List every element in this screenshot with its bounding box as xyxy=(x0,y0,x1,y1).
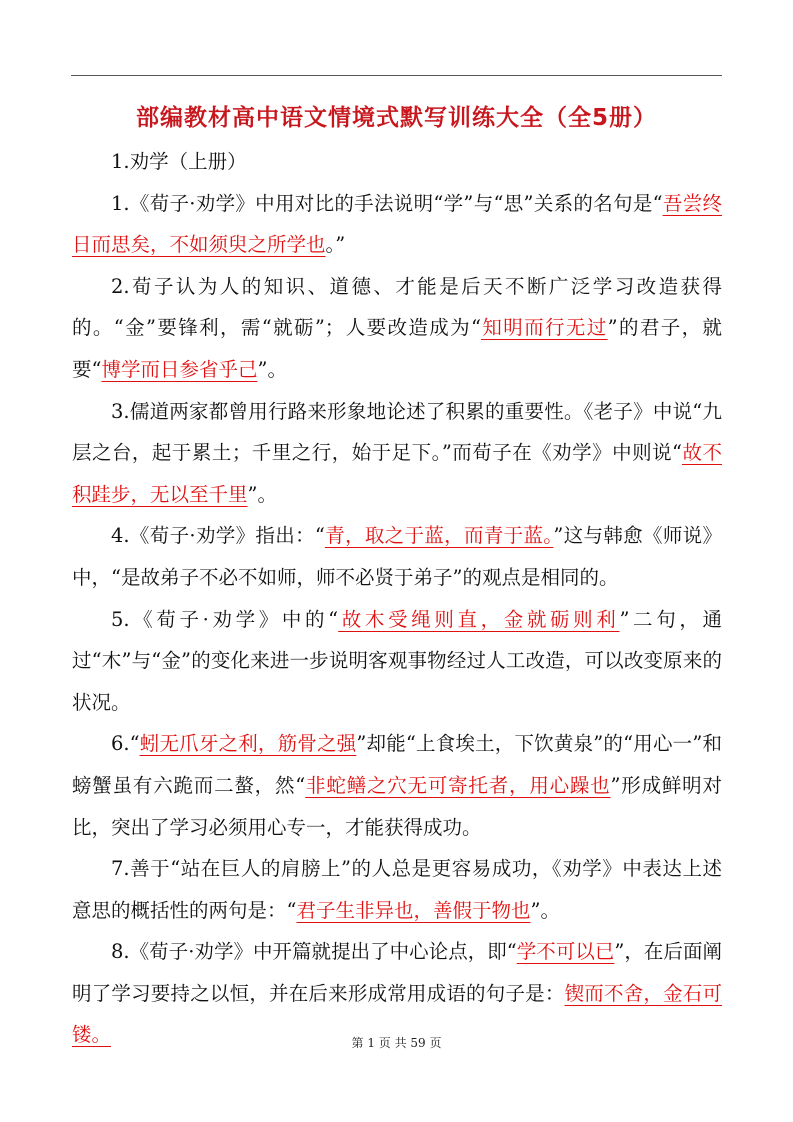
answer-text: 青，取之于蓝，而青于蓝。 xyxy=(324,524,554,548)
question-text: ”这与韩愈《师说》中，“是故弟子不必不如师，师不必贤于弟子”的观点是相同的。 xyxy=(72,524,722,589)
question-item xyxy=(72,183,722,266)
question-item xyxy=(72,515,722,598)
question-text: 3.儒道两家都曾用行路来形象地论述了积累的重要性。《老子》中说“九层之台，起于累土；千里之行，始于足下。”而荀子在《劝学》中则说“ xyxy=(72,399,722,465)
question-item xyxy=(72,599,722,724)
answer-text: 吾尝终日而思矣，不如须臾之所学也 xyxy=(72,191,722,257)
question-text: ”的君子，就要“ xyxy=(72,316,722,381)
question-text: 7.善于“站在巨人的肩膀上”的人总是更容易成功，《劝学》中表达上述意思的概括性的两句是：“ xyxy=(72,857,722,922)
question-text: 8.《荀子·劝学》中开篇就提出了中心论点，即“ xyxy=(111,940,517,964)
header-rule xyxy=(71,75,722,76)
document-body xyxy=(72,141,722,1056)
question-text: ”。 xyxy=(257,357,287,381)
question-item xyxy=(72,266,722,391)
question-item xyxy=(72,848,722,931)
question-text: ”。 xyxy=(247,482,277,506)
question-text: ”，在后面阐明了学习要持之以恒，并在后来形成常用成语的句子是： xyxy=(72,940,722,1005)
question-item xyxy=(72,723,722,848)
question-text: 。” xyxy=(325,233,346,257)
answer-text: 君子生非异也，善假于物也 xyxy=(296,898,531,922)
answer-text: 故不积跬步，无以至千里 xyxy=(72,441,722,506)
question-text: 4.《荀子·劝学》指出：“ xyxy=(111,524,325,548)
question-text: ”。 xyxy=(530,898,560,922)
question-text: ”却能“上食埃土，下饮黄泉”的“用心一”和螃蟹虽有六跪而二螯，然“ xyxy=(72,732,722,797)
answer-text: 蚓无爪牙之利，筋骨之强 xyxy=(139,732,357,756)
answer-text: 锲而不舍，金石可镂。 xyxy=(72,981,722,1047)
question-text: 5.《荀子·劝学》中的“ xyxy=(111,607,339,631)
answer-text: 故木受绳则直，金就砺则利 xyxy=(338,607,620,631)
page-footer: 第 1 页 共 59 页 xyxy=(351,1036,442,1050)
question-text: 1.《荀子·劝学》中用对比的手法说明“学”与“思”关系的名句是“ xyxy=(111,191,663,215)
question-item xyxy=(72,391,722,516)
answer-text: 博学而日参省乎己 xyxy=(101,357,258,381)
question-text: ”形成鲜明对比，突出了学习必须用心专一，才能获得成功。 xyxy=(72,773,722,839)
answer-text: 非蛇鳝之穴无可寄托者，用心躁也 xyxy=(305,773,611,797)
question-text: 2.荀子认为人的知识、道德、才能是后天不断广泛学习改造获得的。“金”要锋利，需“就砺”；人要改造成为“ xyxy=(72,274,722,340)
question-text: ”二句，通过“木”与“金”的变化来进一步说明客观事物经过人工改造，可以改变原来的状况。 xyxy=(72,607,722,714)
section-heading: 1.劝学（上册） xyxy=(111,150,247,173)
answer-text: 知明而行无过 xyxy=(480,316,608,340)
question-list xyxy=(72,183,722,1056)
answer-text: 学不可以已 xyxy=(516,940,615,964)
question-text: 6.“ xyxy=(111,732,140,756)
document-title: 部编教材高中语文情境式默写训练大全（全5册） xyxy=(135,105,657,131)
